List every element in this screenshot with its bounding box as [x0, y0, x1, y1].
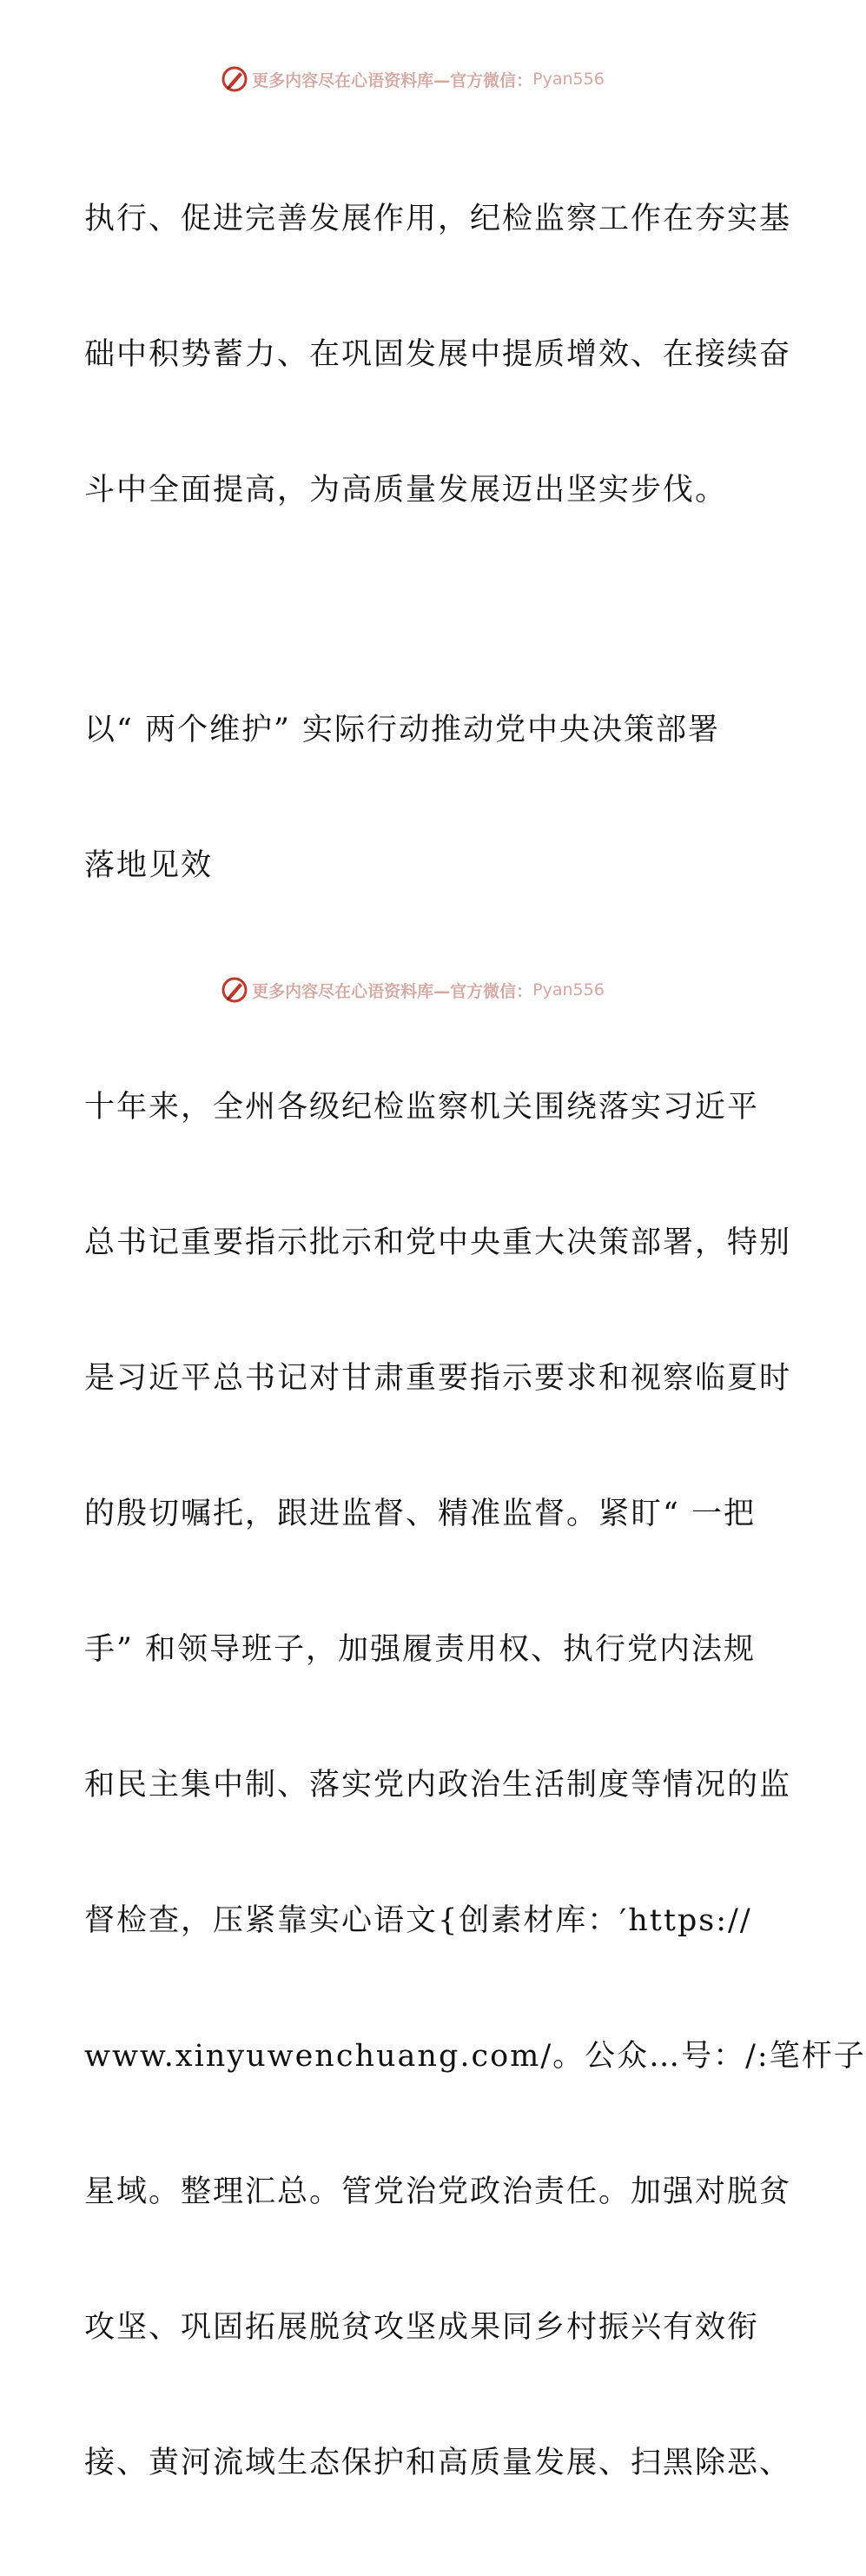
text-line: 攻坚、巩固拓展脱贫攻坚成果同乡村振兴有效衔 [84, 2310, 760, 2345]
text-line: 十年来，全州各级纪检监察机关围绕落实习近平 [84, 1090, 760, 1125]
paragraph-intro [84, 106, 792, 603]
text-line: 执行、促进完善发展作用，纪检监察工作在夯实基 [84, 202, 792, 236]
banner-text: 更多内容尽在心语资料库—官方微信： [252, 70, 533, 90]
text-line: 总书记重要指示批示和党中央重大决策部署，特别 [84, 1225, 792, 1260]
section-heading [84, 617, 744, 979]
text-line: 斗中全面提高，为高质量发展迈出坚实步伐。 [84, 473, 728, 508]
text-line: 星域。整理汇总。管党治党政治责任。加强对脱贫 [84, 2174, 792, 2209]
pen-logo-icon [221, 976, 248, 1004]
text-line: 础中积势蓄力、在巩固发展中提质增效、在接续奋 [84, 337, 792, 372]
text-line: 手” 和领导班子，加强履责用权、执行党内法规 [84, 1632, 757, 1667]
text-line: 以“ 两个维护” 实际行动推动党中央决策部署 [84, 713, 721, 747]
text-line: 督检查，压紧靠实心语文{创素材库：′https:// [84, 1903, 752, 1938]
text-line: 落地见效 [84, 848, 214, 883]
footer-watermark-banner [0, 975, 825, 1005]
banner-text: 更多内容尽在心语资料库—官方微信： [252, 981, 533, 1001]
text-line: 接、黄河流域生态保护和高质量发展、扫黑除恶、 [84, 2446, 792, 2480]
text-line: 是习近平总书记对甘肃重要指示要求和视察临夏时 [84, 1361, 792, 1396]
banner-contact: Pyan556 [532, 980, 605, 999]
document-body [84, 106, 866, 2576]
paragraph-main [84, 994, 866, 2576]
banner-contact: Pyan556 [532, 70, 605, 89]
text-line: 和民主集中制、落实党内政治生活制度等情况的监 [84, 1768, 792, 1803]
text-line: www.xinyuwenchuang.com/。公众…号：/:笔杆子 [84, 2039, 866, 2074]
pen-logo-icon [221, 65, 248, 93]
header-watermark-banner [0, 64, 825, 94]
text-line: 的殷切嘱托，跟进监督、精准监督。紧盯“ 一把 [84, 1497, 757, 1531]
